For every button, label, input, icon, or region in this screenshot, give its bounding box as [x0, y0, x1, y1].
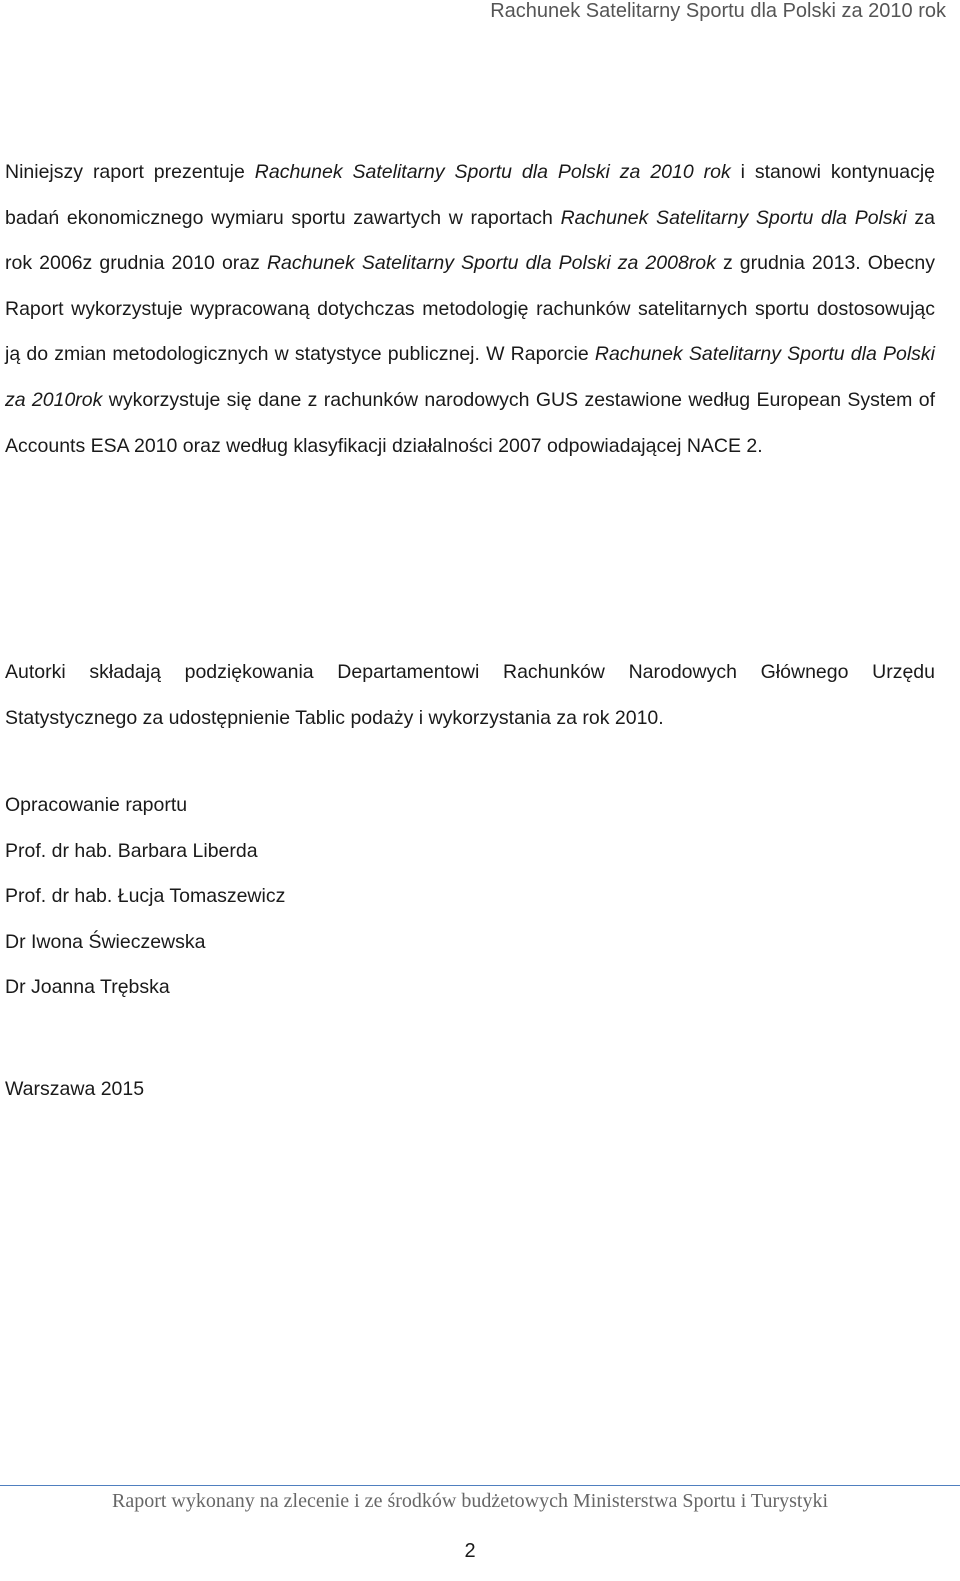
acknowledgement-paragraph: Autorki składają podziękowania Departamentowi Rachunków Narodowych Głównego Urzędu Statystycznego za udostępnienie Tablic podaży i wykorzystania za rok 2010. [5, 661, 935, 729]
footer-note: Raport wykonany na zlecenie i ze środków budżetowych Ministerstwa Sportu i Turystyki [112, 1490, 828, 1512]
intro-paragraph [5, 150, 935, 469]
page-number: 2 [464, 1540, 476, 1562]
text-run: za rok 2006z grudnia 2010 oraz [5, 206, 935, 275]
author-name: Dr Joanna Trębska [5, 976, 170, 999]
author-name: Prof. dr hab. Łucja Tomaszewicz [5, 885, 286, 908]
author-name: Dr Iwona Świeczewska [5, 930, 206, 953]
footer-divider [0, 1485, 960, 1486]
italic-title: Rachunek Satelitarny Sportu dla Polski [560, 206, 907, 229]
text-run: i stanowi kontynuację badań ekonomicznego wymiaru sportu zawartych w raportach [5, 161, 935, 229]
italic-title: Rachunek Satelitarny Sportu dla Polski za 2010rok [5, 343, 935, 411]
text-run: wykorzystuje się dane z rachunków narodowych GUS zestawione według European System of Accounts ESA 2010 oraz według klasyfikacji działalności 2007 odpowiadającej NACE 2. [5, 388, 935, 457]
author-name: Prof. dr hab. Barbara Liberda [5, 839, 258, 862]
text-run: z grudnia 2013. Obecny Raport wykorzystuje wypracowaną dotychczas metodologię rachunków satelitarnych sportu dostosowując ją do zmian metodologicznych w statystyce publicznej. W Raporcie [5, 252, 935, 366]
authors-heading: Opracowanie raportu [5, 794, 188, 816]
italic-title: Rachunek Satelitarny Sportu dla Polski za 2008rok [266, 252, 716, 275]
text-run: Niniejszy raport prezentuje [5, 161, 255, 183]
italic-title: Rachunek Satelitarny Sportu dla Polski za 2010 rok [254, 161, 731, 183]
place-date: Warszawa 2015 [5, 1078, 145, 1100]
running-header: Rachunek Satelitarny Sportu dla Polski za 2010 rok [490, 0, 946, 22]
authors-block [5, 783, 935, 1011]
